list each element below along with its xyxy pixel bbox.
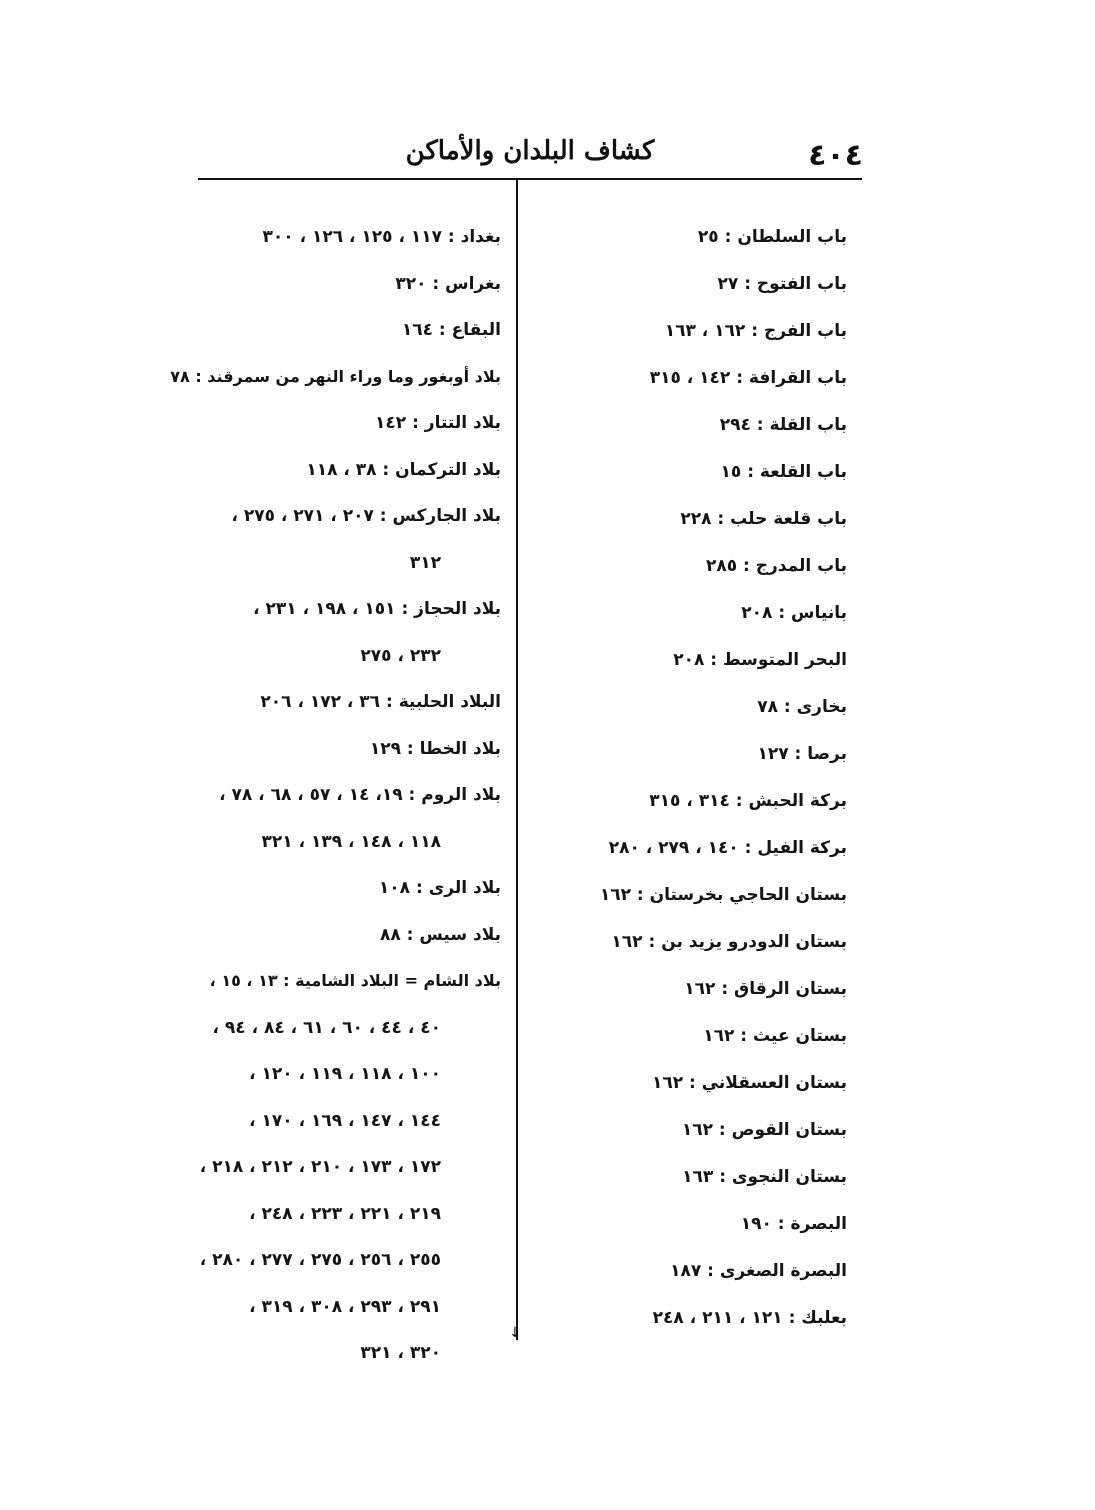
index-entry: بلاد سيس : ٨٨	[379, 924, 501, 945]
index-entry: بلاد الحجاز : ١٥١ ، ١٩٨ ، ٢٣١ ،	[253, 599, 501, 619]
divider-end-arrow-icon: ↓	[509, 1325, 521, 1341]
index-entry: بستان الرقاق : ١٦٢	[684, 979, 847, 999]
index-entry-continuation: ١٧٢ ، ١٧٣ ، ٢١٠ ، ٢١٢ ، ٢١٨ ،	[199, 1157, 441, 1177]
index-entry-continuation: ٢١٩ ، ٢٢١ ، ٢٢٣ ، ٢٤٨ ،	[249, 1203, 441, 1224]
index-entry-continuation: ١٠٠ ، ١١٨ ، ١١٩ ، ١٢٠ ،	[249, 1064, 441, 1084]
index-entry: باب المدرج : ٢٨٥	[705, 556, 847, 576]
index-entry-continuation: ٣١٢	[409, 552, 441, 573]
index-entry: بستان الدودرو يزيد بن : ١٦٢	[611, 932, 847, 952]
index-entry: باب السلطان : ٢٥	[697, 227, 847, 247]
column-divider	[516, 180, 518, 1340]
index-entry: باب قلعة حلب : ٢٢٨	[680, 509, 847, 529]
index-entry: بلاد الخطا : ١٢٩	[369, 738, 501, 759]
index-entry: بستان النجوى : ١٦٣	[682, 1167, 847, 1187]
header-rule	[198, 178, 862, 180]
index-entry: بركة الحبش : ٣١٤ ، ٣١٥	[649, 791, 847, 811]
page-number: ٤٠٤	[808, 138, 863, 173]
index-entry: بلاد الشام = البلاد الشامية : ١٣ ، ١٥ ،	[209, 971, 501, 990]
index-entry-continuation: ٢٣٢ ، ٢٧٥	[360, 645, 441, 666]
index-entry: بستان الحاجي بخرستان : ١٦٢	[599, 885, 847, 905]
index-entry: بانياس : ٢٠٨	[741, 603, 847, 623]
index-entry: بركة الفيل : ١٤٠ ، ٢٧٩ ، ٢٨٠	[608, 838, 847, 858]
index-entry: بلاد أوبغور وما وراء النهر من سمرقند : ٧٨	[170, 366, 501, 386]
index-entry-continuation: ٣٢٠ ، ٣٢١	[360, 1343, 441, 1363]
index-entry: باب القلعة : ١٥	[720, 462, 847, 482]
index-entry-continuation: ١١٨ ، ١٤٨ ، ١٣٩ ، ٣٢١	[261, 831, 441, 852]
index-entry: بغداد : ١١٧ ، ١٢٥ ، ١٢٦ ، ٣٠٠	[262, 227, 501, 247]
index-entry: برصا : ١٢٧	[757, 744, 847, 764]
index-entry: باب الفرج : ١٦٢ ، ١٦٣	[664, 321, 847, 341]
index-entry: بستان عيث : ١٦٢	[703, 1026, 847, 1046]
index-entry: البقاع : ١٦٤	[401, 320, 501, 340]
index-entry: البحر المتوسط : ٢٠٨	[673, 650, 847, 670]
index-column-left	[170, 214, 501, 1377]
index-entry: بلاد التتار : ١٤٢	[375, 413, 501, 433]
index-entry: بستان القوص : ١٦٢	[681, 1120, 847, 1140]
index-entry: بلاد الرى : ١٠٨	[378, 878, 501, 898]
index-entry: باب القرافة : ١٤٢ ، ٣١٥	[649, 368, 847, 388]
index-entry: باب القلة : ٢٩٤	[719, 415, 847, 435]
index-column-right	[547, 214, 847, 1342]
index-entry: بلاد الروم : ١٩، ١٤ ، ٥٧ ، ٦٨ ، ٧٨ ،	[219, 785, 501, 805]
index-entry: باب الفتوح : ٢٧	[717, 274, 847, 294]
index-entry: بلاد الجاركس : ٢٠٧ ، ٢٧١ ، ٢٧٥ ،	[231, 506, 501, 526]
index-entry: بلاد التركمان : ٣٨ ، ١١٨	[306, 459, 501, 480]
index-entry-continuation: ٤٠ ، ٤٤ ، ٦٠ ، ٦١ ، ٨٤ ، ٩٤ ،	[212, 1017, 441, 1038]
index-entry: بخارى : ٧٨	[757, 697, 847, 717]
running-title: كشاف البلدان والأماكن	[405, 136, 655, 166]
index-entry: البصرة الصغرى : ١٨٧	[670, 1261, 847, 1281]
index-entry: البصرة : ١٩٠	[740, 1214, 847, 1234]
index-entry: بغراس : ٣٢٠	[395, 273, 501, 294]
index-entry: بستان العسقلاني : ١٦٢	[651, 1073, 847, 1093]
index-entry: بعلبك : ١٢١ ، ٢١١ ، ٢٤٨	[652, 1308, 847, 1328]
index-entry-continuation: ٢٩١ ، ٢٩٣ ، ٣٠٨ ، ٣١٩ ،	[249, 1296, 441, 1317]
index-entry-continuation: ١٤٤ ، ١٤٧ ، ١٦٩ ، ١٧٠ ،	[249, 1110, 441, 1131]
index-entry: البلاد الحلبية : ٣٦ ، ١٧٢ ، ٢٠٦	[260, 692, 501, 712]
index-entry-continuation: ٢٥٥ ، ٢٥٦ ، ٢٧٥ ، ٢٧٧ ، ٢٨٠ ،	[199, 1250, 441, 1270]
